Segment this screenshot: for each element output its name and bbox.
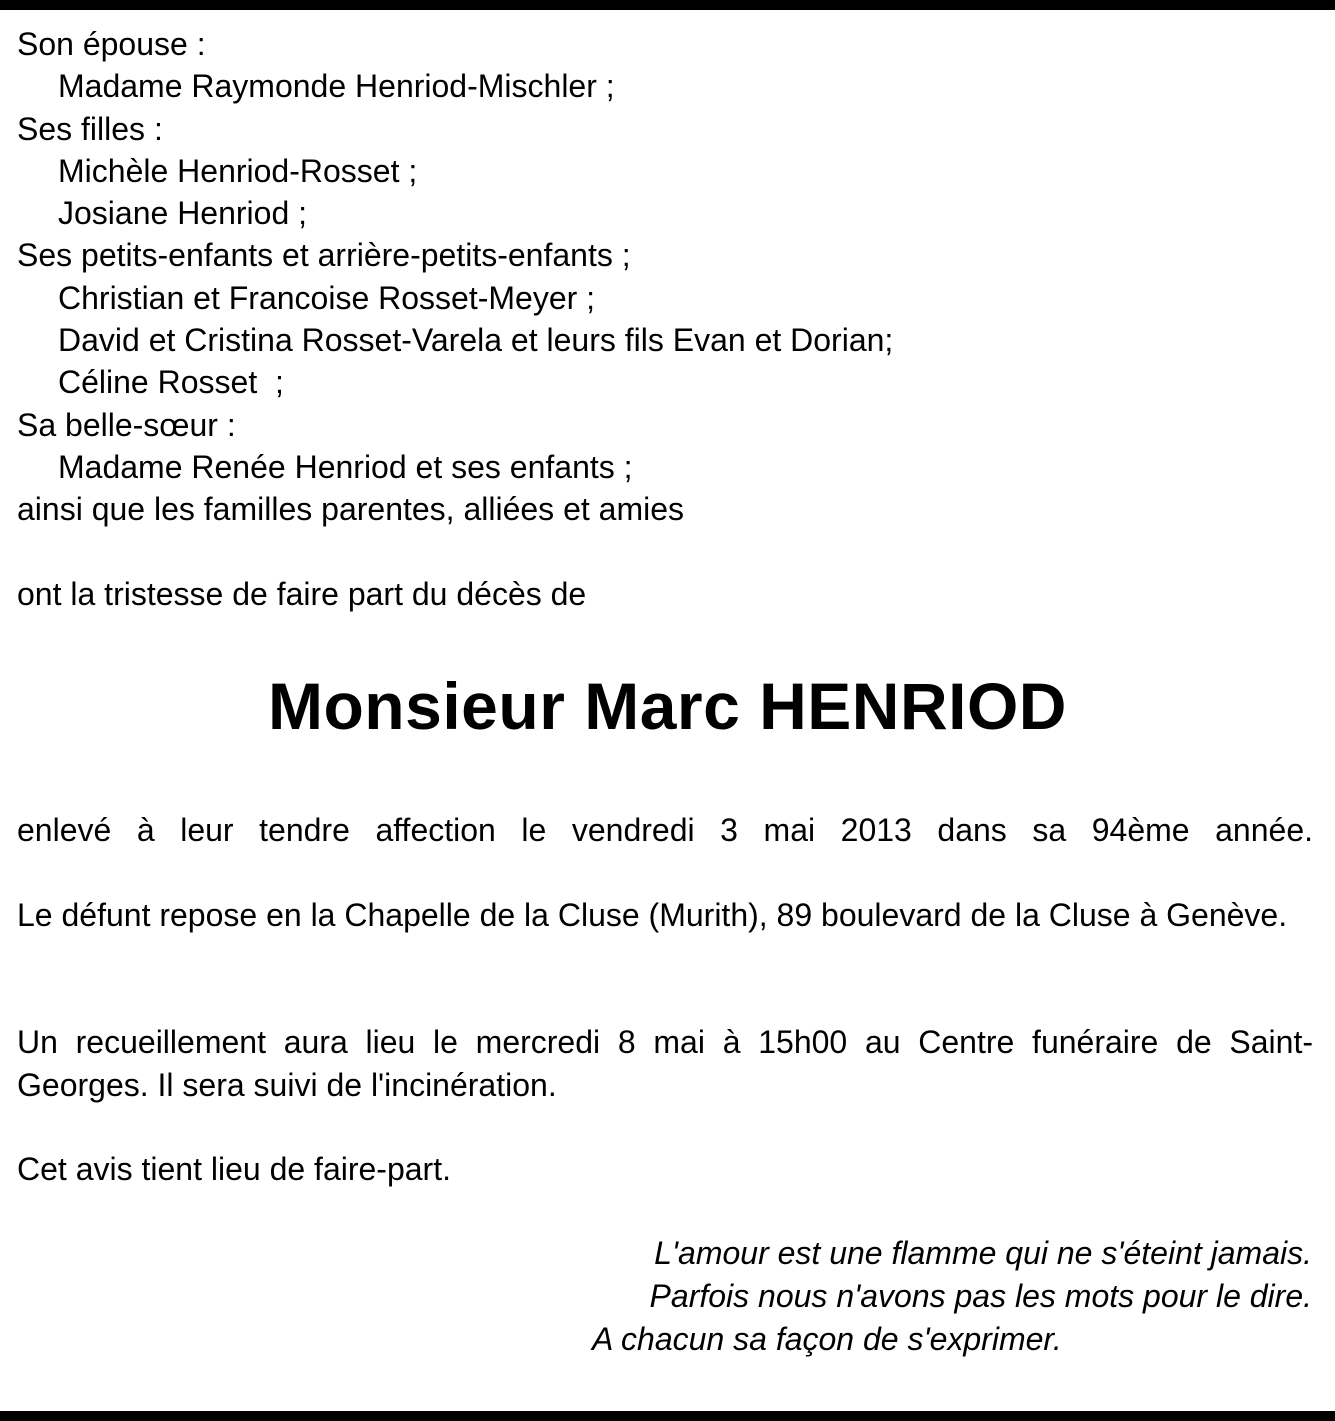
bottom-border-rule [0, 1411, 1335, 1421]
family-line: Madame Renée Henriod et ses enfants ; [58, 448, 633, 485]
family-line: Ses filles : [17, 110, 163, 147]
family-line: ainsi que les familles parentes, alliées et amies [17, 491, 684, 528]
poem-verse: A chacun sa façon de s'exprimer. [592, 1321, 1062, 1357]
family-line: Sa belle-sœur : [17, 406, 236, 443]
poem-verse: Parfois nous n'avons pas les mots pour le dire. [649, 1278, 1312, 1314]
passing-date-paragraph: enlevé à leur tendre affection le vendredi 3 mai 2013 dans sa 94ème année. [17, 812, 1313, 848]
family-list [17, 23, 1307, 531]
family-line: Josiane Henriod ; [58, 195, 308, 232]
poem-verse: L'amour est une flamme qui ne s'éteint jamais. [654, 1235, 1312, 1271]
family-line: Son épouse : [17, 26, 206, 62]
family-line: Céline Rosset ; [58, 364, 284, 401]
resting-place-paragraph: Le défunt repose en la Chapelle de la Cluse (Murith), 89 boulevard de la Cluse à Genève. [17, 897, 1288, 933]
ceremony-paragraph: Un recueillement aura lieu le mercredi 8 mai à 15h00 au Centre funéraire de Saint-Georges. Il sera suivi de l'incinération. [17, 1024, 1313, 1103]
notice-paragraph: Cet avis tient lieu de faire-part. [17, 1151, 451, 1187]
family-line: Ses petits-enfants et arrière-petits-enfants ; [17, 237, 631, 274]
announcement-intro: ont la tristesse de faire part du décès de [17, 576, 587, 612]
family-line: Michèle Henriod-Rosset ; [58, 152, 418, 189]
family-line: Christian et Francoise Rosset-Meyer ; [58, 279, 596, 316]
top-border-rule [0, 0, 1335, 10]
deceased-name-heading: Monsieur Marc HENRIOD [268, 669, 1067, 743]
family-line: Madame Raymonde Henriod-Mischler ; [58, 68, 615, 105]
closing-poem [560, 1232, 1312, 1361]
family-line: David et Cristina Rosset-Varela et leurs fils Evan et Dorian; [58, 322, 894, 359]
